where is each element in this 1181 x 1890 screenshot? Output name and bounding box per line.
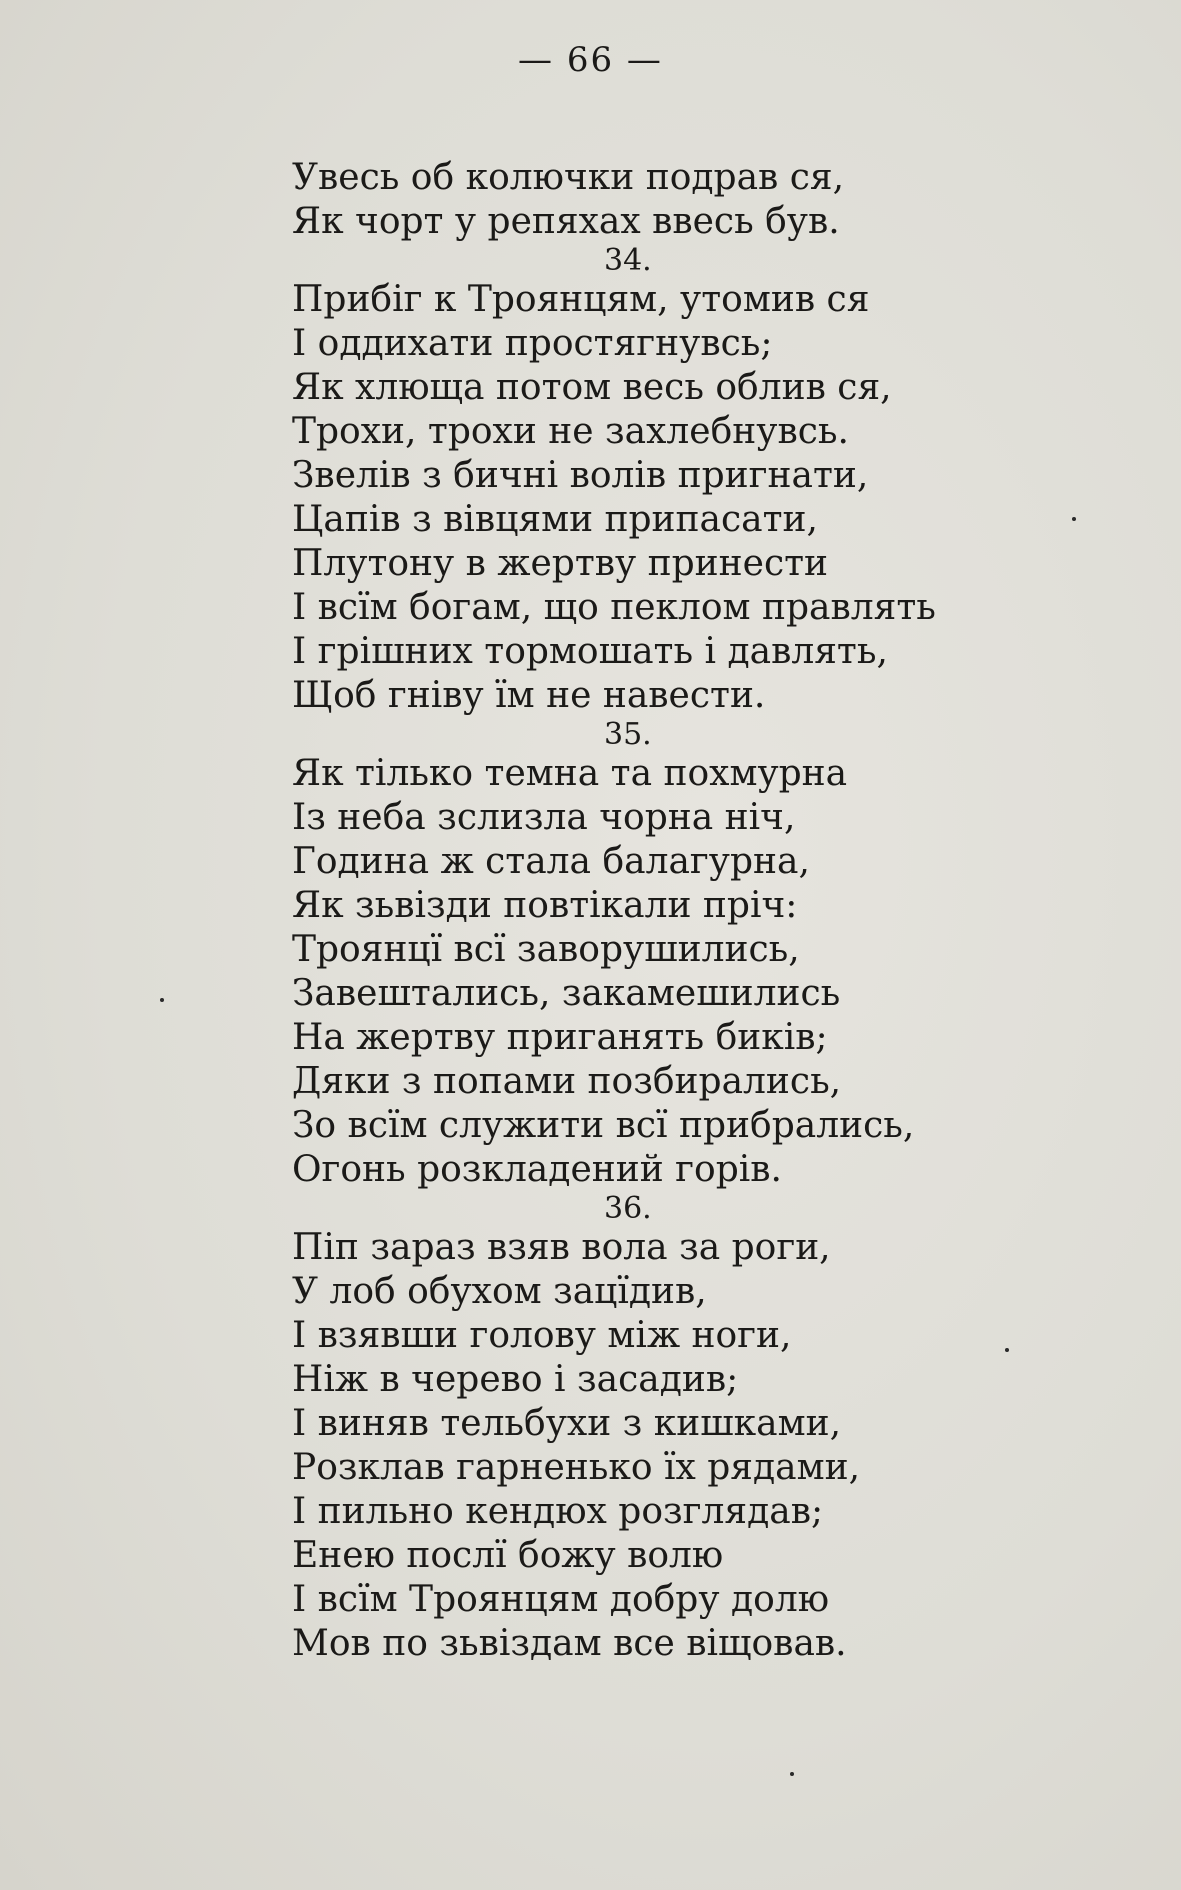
page-speck <box>790 1772 794 1776</box>
poem-line: І оддихати простягнувсь; <box>292 323 773 364</box>
poem-line: І всїм Троянцям добру долю <box>292 1579 830 1620</box>
poem-line: Година ж стала балагурна, <box>292 841 810 882</box>
poem-line: Щоб гніву їм не навести. <box>292 675 766 716</box>
stanza-number: 34. <box>604 243 652 278</box>
stanza-number: 35. <box>604 717 652 752</box>
poem-line: Огонь розкладений горів. <box>292 1149 782 1190</box>
page-speck <box>1005 1348 1009 1352</box>
poem-line: Прибіг к Троянцям, утомив ся <box>292 279 870 320</box>
poem-line: Як тілько темна та похмурна <box>292 753 848 794</box>
poem-line: Енею послї божу волю <box>292 1535 724 1576</box>
poem-line: Звелів з бичні волів пригнати, <box>292 455 869 496</box>
poem-line: І всїм богам, що пеклом правлять <box>292 587 936 628</box>
poem-line: Завештались, закамешились <box>292 973 841 1014</box>
page-number: — 66 — <box>518 40 663 80</box>
poem-line: Троянцї всї заворушились, <box>292 929 800 970</box>
poem-line: Із неба зслизла чорна ніч, <box>292 797 796 838</box>
poem-line: Як зьвізди повтікали пріч: <box>292 885 798 926</box>
poem-line: Розклав гарненько їх рядами, <box>292 1447 861 1488</box>
poem-line: Цапів з вівцями припасати, <box>292 499 818 540</box>
poem-line: І пильно кендюх розглядав; <box>292 1491 824 1532</box>
poem-line: І грішних тормошать і давлять, <box>292 631 888 672</box>
poem-line: Ніж в черево і засадив; <box>292 1359 739 1400</box>
poem-line: Дяки з попами позбирались, <box>292 1061 842 1102</box>
page-speck <box>160 998 164 1002</box>
poem-text <box>292 156 1052 1666</box>
page-speck <box>1072 517 1076 521</box>
poem-line: Увесь об колючки подрав ся, <box>292 157 845 198</box>
poem-line: І виняв тельбухи з кишками, <box>292 1403 842 1444</box>
poem-line: Як хлюща потом весь облив ся, <box>292 367 892 408</box>
poem-line: І взявши голову між ноги, <box>292 1315 792 1356</box>
stanza-number: 36. <box>604 1191 652 1226</box>
poem-line: На жертву приганять биків; <box>292 1017 828 1058</box>
poem-line: У лоб обухом зацїдив, <box>292 1271 707 1312</box>
poem-line: Як чорт у репяхах ввесь був. <box>292 201 840 242</box>
poem-line: Піп зараз взяв вола за роги, <box>292 1227 831 1268</box>
poem-line: Мов по зьвіздам все віщовав. <box>292 1623 847 1664</box>
poem-line: Зо всїм служити всї прибрались, <box>292 1105 915 1146</box>
poem-line: Плутону в жертву принести <box>292 543 829 584</box>
poem-line: Трохи, трохи не захлебнувсь. <box>292 411 849 452</box>
